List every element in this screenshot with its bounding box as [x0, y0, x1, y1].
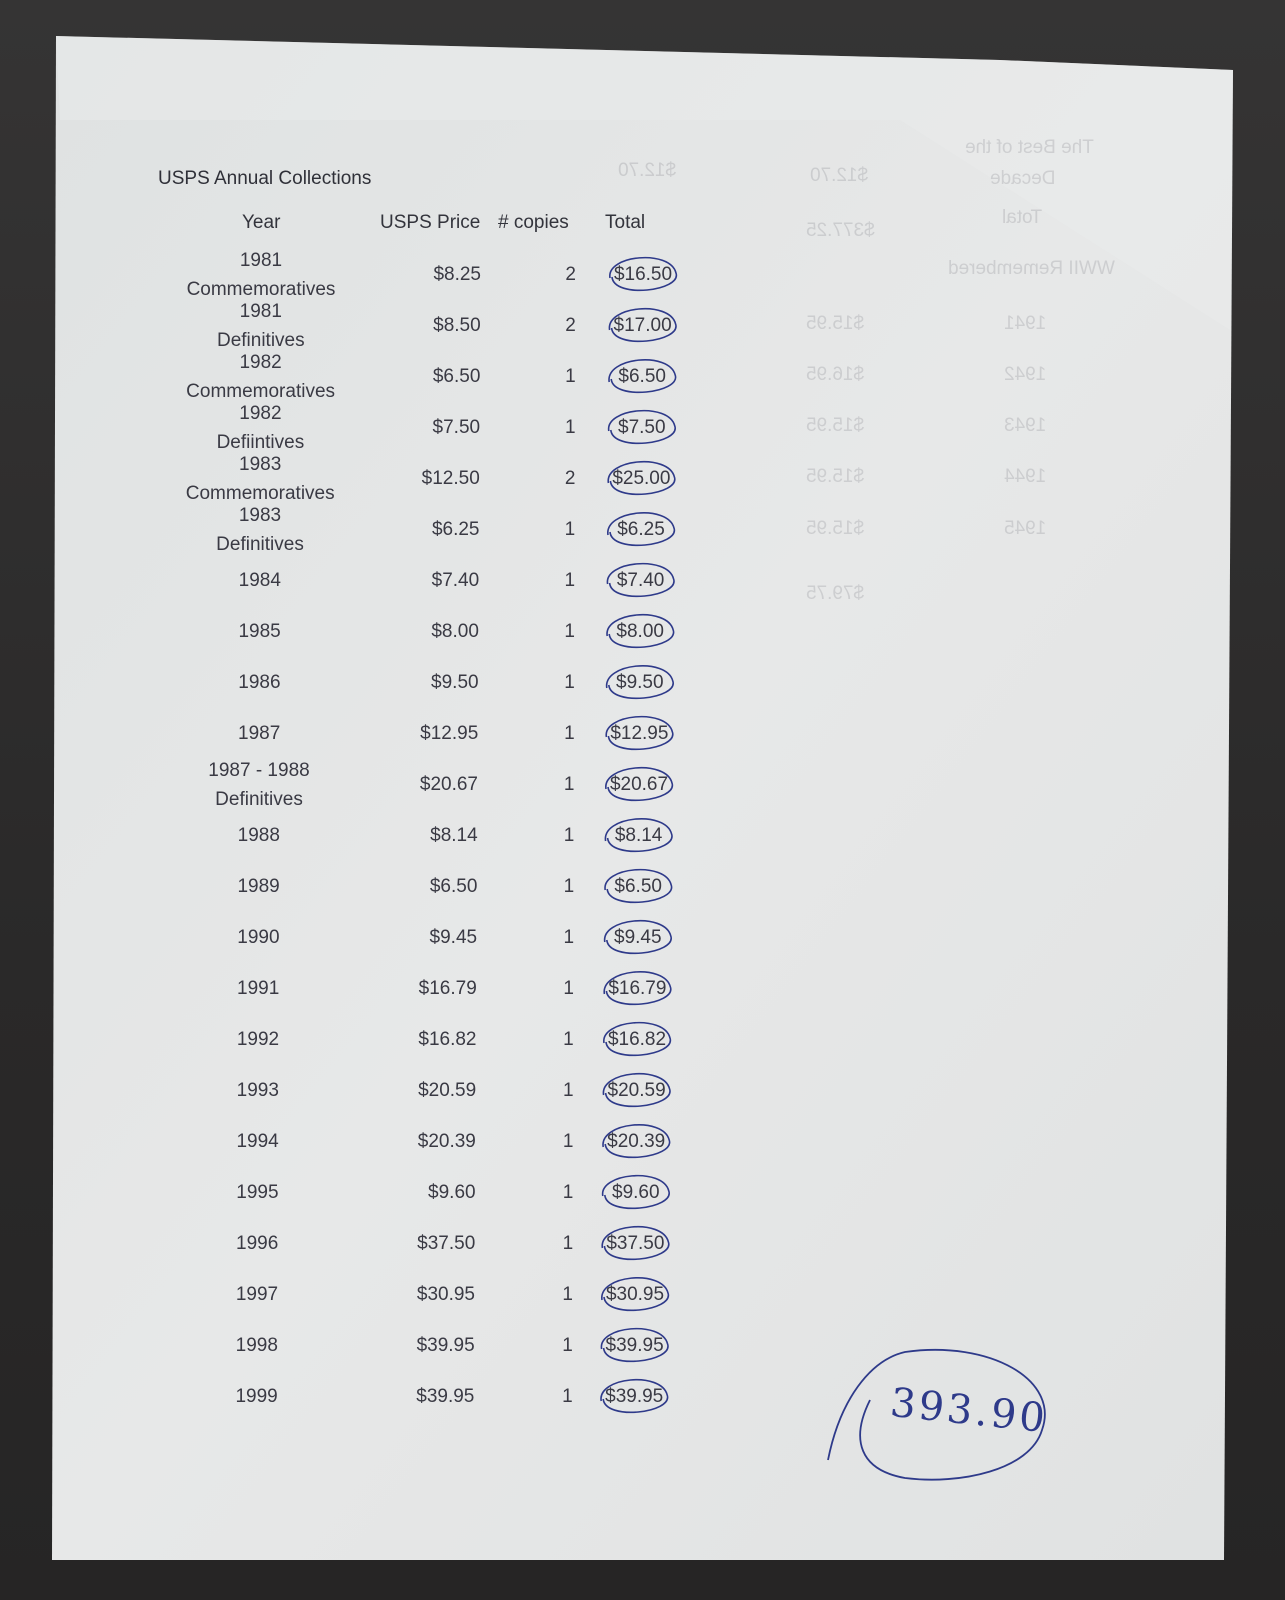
bleed-through-text: WWII Remembered [948, 258, 1115, 279]
year-cell: 1993 [236, 1080, 279, 1101]
copies-cell: 1 [564, 519, 576, 540]
copies-cell: 1 [564, 417, 576, 438]
price-cell: $16.79 [418, 978, 477, 999]
copies-cell: 1 [562, 1131, 574, 1152]
bleed-through-text: $12.70 [810, 165, 869, 186]
total-cell: $20.39 [607, 1131, 666, 1152]
copies-cell: 1 [564, 672, 575, 693]
copies-cell: 1 [563, 825, 575, 846]
price-cell: $8.25 [433, 264, 481, 285]
total-cell: $6.50 [614, 876, 662, 897]
document-title: USPS Annual Collections [158, 168, 372, 189]
total-cell: $16.50 [613, 264, 673, 285]
total-cell: $20.59 [607, 1080, 666, 1101]
price-cell: $12.50 [421, 468, 480, 489]
year-cell: 1998 [235, 1335, 278, 1356]
total-cell: $39.95 [605, 1335, 664, 1356]
price-cell: $9.60 [428, 1182, 476, 1203]
copies-cell: 1 [563, 774, 575, 795]
bleed-through-text: $15.95 [806, 518, 865, 539]
bleed-through-text: The Best of the [965, 137, 1094, 158]
copies-cell: 1 [562, 1182, 574, 1203]
price-cell: $20.39 [417, 1131, 476, 1152]
price-cell: $16.82 [418, 1029, 477, 1050]
year-cell: 1982 Defiintives [216, 403, 305, 453]
total-cell: $16.79 [608, 978, 667, 999]
year-cell: 1990 [237, 927, 280, 948]
year-cell: 1995 [236, 1182, 279, 1203]
price-cell: $8.14 [430, 825, 478, 846]
total-cell: $8.14 [614, 825, 663, 846]
copies-cell: 1 [563, 927, 575, 948]
total-cell: $9.50 [616, 672, 664, 693]
year-cell: 1992 [236, 1029, 280, 1050]
price-cell: $6.50 [432, 366, 481, 387]
year-cell: 1984 [238, 570, 281, 591]
copies-cell: 1 [564, 723, 575, 744]
header-copies: # copies [498, 212, 569, 233]
bleed-through-text: $15.95 [806, 313, 865, 334]
price-cell: $9.50 [431, 672, 479, 693]
total-cell: $16.82 [607, 1029, 667, 1050]
copies-cell: 1 [563, 1080, 574, 1101]
header-total: Total [605, 212, 646, 233]
bleed-through-text: $79.75 [806, 583, 865, 604]
total-cell: $6.25 [617, 519, 665, 540]
bleed-through-text: 1941 [1004, 313, 1047, 334]
total-cell: $30.95 [605, 1284, 665, 1305]
year-cell: 1987 - 1988 Definitives [208, 760, 310, 810]
price-cell: $20.67 [419, 774, 478, 795]
year-cell: 1988 [237, 825, 280, 846]
copies-cell: 1 [565, 366, 576, 387]
price-cell: $6.50 [429, 876, 478, 897]
bleed-through-text: $15.95 [806, 415, 865, 436]
handwritten-total: 393.90 [888, 1379, 1050, 1443]
copies-cell: 1 [562, 1335, 573, 1356]
price-cell: $37.50 [417, 1233, 476, 1254]
total-cell: $25.00 [612, 468, 671, 489]
copies-cell: 2 [565, 264, 576, 285]
bleed-through-text: Decade [990, 168, 1056, 189]
copies-cell: 1 [563, 876, 575, 897]
price-cell: $30.95 [416, 1284, 475, 1305]
copies-cell: 2 [564, 468, 576, 489]
copies-cell: 1 [562, 1233, 574, 1254]
price-cell: $8.00 [431, 621, 479, 642]
bleed-through-text: 1945 [1004, 518, 1047, 539]
year-cell: 1997 [235, 1284, 279, 1305]
total-cell: $39.95 [605, 1386, 664, 1407]
bleed-through-text: $377.25 [806, 220, 875, 241]
year-cell: 1981 Definitives [216, 301, 305, 351]
year-cell: 1981 Commemoratives [186, 250, 336, 300]
total-cell: $37.50 [606, 1233, 665, 1254]
bleed-through-text: 1942 [1004, 364, 1047, 385]
year-cell: 1989 [237, 876, 280, 897]
total-cell: $8.00 [616, 621, 664, 642]
bleed-through-text: $16.95 [806, 364, 865, 385]
price-cell: $39.95 [416, 1335, 475, 1356]
bleed-through-text: 1943 [1004, 415, 1047, 436]
bleed-through-text: 1944 [1004, 466, 1047, 487]
year-cell: 1985 [238, 621, 281, 642]
total-cell: $7.50 [618, 417, 666, 438]
price-cell: $6.25 [431, 519, 480, 540]
price-cell: $7.40 [431, 570, 480, 591]
total-cell: $9.45 [614, 927, 662, 948]
total-cell: $20.67 [609, 774, 669, 795]
total-cell: $9.60 [612, 1182, 660, 1203]
copies-cell: 2 [565, 315, 576, 336]
copies-cell: 1 [563, 978, 574, 999]
copies-cell: 1 [564, 570, 576, 591]
year-cell: 1982 Commemoratives [186, 352, 336, 402]
bleed-through-text: Total [1002, 207, 1043, 228]
bleed-through-text: $15.95 [806, 466, 865, 487]
copies-cell: 1 [564, 621, 575, 642]
total-cell: $7.40 [616, 570, 665, 591]
price-cell: $39.95 [416, 1386, 475, 1407]
header-price: USPS Price [380, 212, 481, 233]
price-cell: $7.50 [432, 417, 481, 438]
copies-cell: 1 [562, 1386, 573, 1407]
year-cell: 1986 [238, 672, 281, 693]
total-cell: $6.50 [618, 366, 666, 387]
year-cell: 1991 [237, 978, 280, 999]
year-cell: 1983 Definitives [216, 505, 304, 555]
price-cell: $9.45 [429, 927, 478, 948]
bleed-through-text: $12.70 [618, 160, 677, 181]
price-cell: $20.59 [418, 1080, 477, 1101]
year-cell: 1999 [235, 1386, 278, 1407]
year-cell: 1983 Commemoratives [185, 454, 335, 504]
total-cell: $17.00 [613, 315, 672, 336]
copies-cell: 1 [563, 1029, 574, 1050]
year-cell: 1996 [236, 1233, 279, 1254]
header-year: Year [242, 212, 281, 233]
total-cell: $12.95 [610, 723, 669, 744]
copies-cell: 1 [562, 1284, 573, 1305]
price-cell: $12.95 [420, 723, 479, 744]
year-cell: 1987 [238, 723, 281, 744]
year-cell: 1994 [236, 1131, 279, 1152]
price-cell: $8.50 [433, 315, 481, 336]
